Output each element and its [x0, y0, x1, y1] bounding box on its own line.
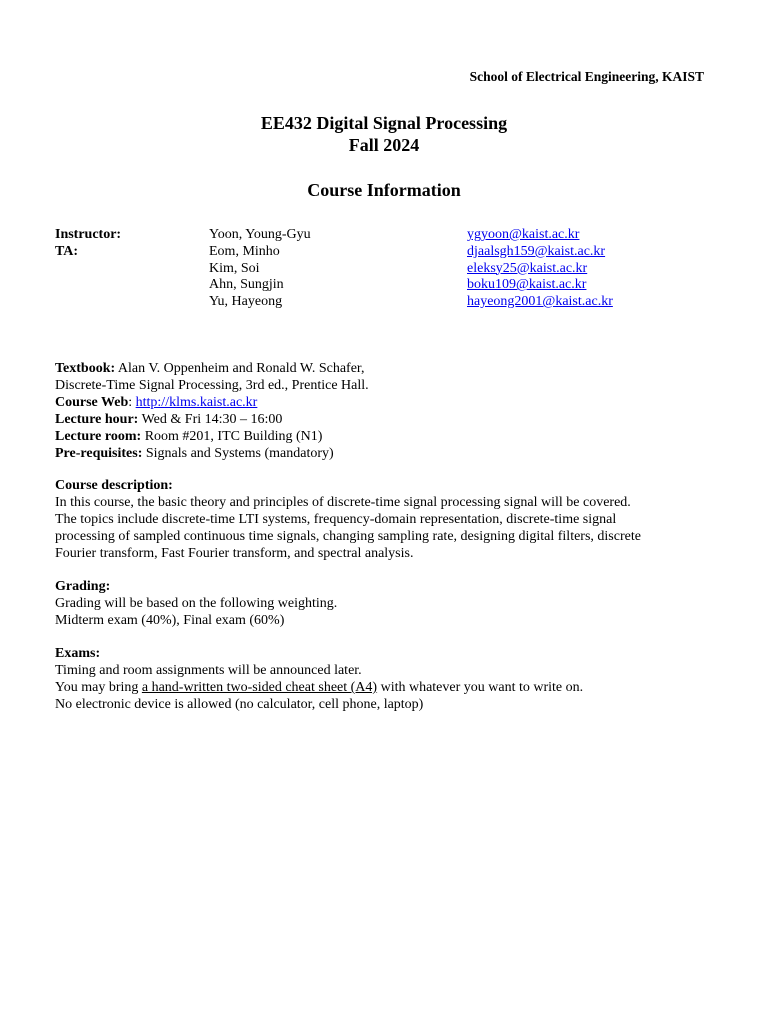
- school-name: School of Electrical Engineering, KAIST: [469, 69, 704, 84]
- staff-table: [55, 226, 715, 310]
- textbook-authors: Alan V. Oppenheim and Ronald W. Schafer,: [115, 361, 365, 376]
- grading-line: Grading will be based on the following weighting.: [55, 596, 338, 611]
- prerequisites-line: [55, 445, 725, 462]
- lecture-room-label: Lecture room:: [55, 429, 142, 444]
- staff-row: [55, 260, 715, 277]
- exams-heading: Exams:: [55, 646, 101, 661]
- exams-cheat-sheet-post: with whatever you want to write on.: [377, 680, 584, 695]
- course-header: [0, 112, 768, 156]
- staff-name: Yoon, Young-Gyu: [209, 227, 311, 242]
- textbook-label: Textbook:: [55, 361, 116, 376]
- staff-email-link[interactable]: djaalsgh159@kaist.ac.kr: [467, 243, 606, 259]
- course-title: EE432 Digital Signal Processing: [260, 113, 508, 133]
- course-description-heading: Course description:: [55, 478, 173, 493]
- staff-name: Ahn, Sungjin: [209, 277, 284, 293]
- exams-line: Timing and room assignments will be announced later.: [55, 663, 362, 678]
- staff-email-link[interactable]: boku109@kaist.ac.kr: [467, 277, 587, 293]
- grading-heading: Grading:: [55, 579, 111, 594]
- prerequisites-label: Pre-requisites:: [55, 446, 143, 461]
- course-description-line: Fourier transform, Fast Fourier transform, and spectral analysis.: [55, 546, 414, 561]
- prerequisites-value: Signals and Systems (mandatory): [142, 446, 334, 461]
- course-description-line: processing of sampled continuous time signals, changing sampling rate, designing digital filters, discrete: [55, 529, 641, 544]
- exams-cheat-sheet-line: [55, 679, 725, 696]
- staff-name: Yu, Hayeong: [209, 294, 283, 310]
- course-description-line: In this course, the basic theory and principles of discrete-time signal processing signal will be covered.: [55, 495, 631, 510]
- staff-row: [55, 226, 715, 243]
- staff-row: [55, 243, 715, 260]
- staff-email-link[interactable]: ygyoon@kaist.ac.kr: [467, 227, 580, 242]
- course-description: [55, 477, 725, 562]
- course-web-line: [55, 394, 725, 411]
- course-description-line: The topics include discrete-time LTI systems, frequency-domain representation, discrete-time signal: [55, 512, 617, 527]
- course-web-label: Course Web: [55, 395, 129, 410]
- course-web-link[interactable]: http://klms.kaist.ac.kr: [135, 395, 258, 410]
- lecture-room-line: [55, 428, 725, 445]
- course-details: [55, 360, 725, 462]
- grading-weights: Midterm exam (40%), Final exam (60%): [55, 613, 285, 628]
- staff-role: TA:: [55, 243, 79, 259]
- exams-cheat-sheet-pre: You may bring: [55, 680, 142, 695]
- course-term: Fall 2024: [348, 135, 420, 155]
- staff-email-link[interactable]: eleksy25@kaist.ac.kr: [467, 260, 588, 276]
- grading-section: [55, 578, 725, 629]
- staff-role: Instructor:: [55, 227, 122, 242]
- textbook-title: Discrete-Time Signal Processing, 3rd ed., Prentice Hall.: [55, 378, 369, 393]
- section-title: Course Information: [307, 180, 461, 200]
- lecture-room-value: Room #201, ITC Building (N1): [141, 429, 323, 444]
- staff-name: Eom, Minho: [209, 243, 280, 259]
- course-web-separator: :: [128, 395, 136, 410]
- exams-cheat-sheet-emphasis: a hand-written two-sided cheat sheet (A4): [141, 680, 378, 695]
- staff-row: [55, 293, 715, 310]
- lecture-hour-label: Lecture hour:: [55, 412, 139, 427]
- lecture-hour-line: [55, 411, 725, 428]
- staff-email-link[interactable]: hayeong2001@kaist.ac.kr: [467, 294, 613, 310]
- lecture-hour-value: Wed & Fri 14:30 – 16:00: [138, 412, 283, 427]
- staff-row: [55, 276, 715, 293]
- textbook-line: [55, 360, 725, 377]
- exams-device-policy: No electronic device is allowed (no calculator, cell phone, laptop): [55, 697, 424, 712]
- exams-section: [55, 645, 725, 713]
- staff-name: Kim, Soi: [209, 260, 260, 276]
